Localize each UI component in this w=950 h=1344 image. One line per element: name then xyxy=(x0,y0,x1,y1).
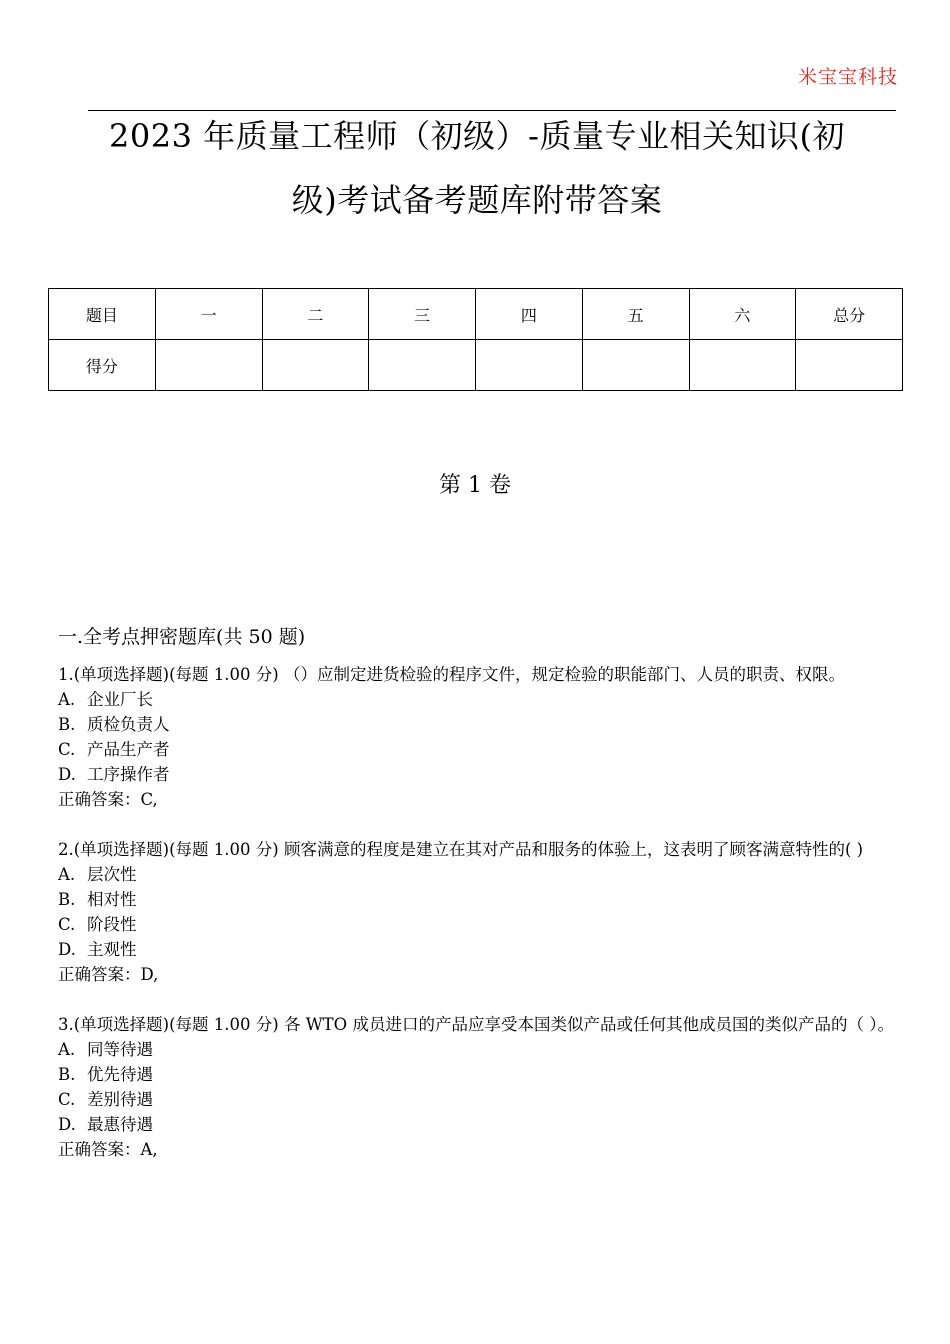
option-text: 产品生产者 xyxy=(87,740,170,759)
document-title xyxy=(52,104,902,232)
option-key: D. xyxy=(58,940,76,959)
correct-answer: 正确答案：C, xyxy=(58,790,158,809)
score-cell xyxy=(155,340,262,391)
option-text: 阶段性 xyxy=(87,915,137,934)
option-key: D. xyxy=(58,1115,76,1134)
question-item xyxy=(58,1012,898,1162)
question-stem: 3.(单项选择题)(每题 1.00 分) 各 WTO 成员进口的产品应享受本国类似产品或任何其他成员国的类似产品的（ ）。 xyxy=(58,1015,894,1034)
option-key: B. xyxy=(58,715,76,734)
score-cell xyxy=(796,340,903,391)
option-text: 差别待遇 xyxy=(87,1090,153,1109)
option-text: 主观性 xyxy=(87,940,137,959)
correct-answer: 正确答案：D, xyxy=(58,965,159,984)
question-stem: 1.(单项选择题)(每题 1.00 分) （）应制定进货检验的程序文件，规定检验的职能部门、人员的职责、权限。 xyxy=(58,665,845,684)
option-key: A. xyxy=(58,690,76,709)
option-key: A. xyxy=(58,865,76,884)
title-line-1: 2023 年质量工程师（初级）-质量专业相关知识(初 xyxy=(109,117,845,155)
option-text: 工序操作者 xyxy=(87,765,170,784)
option-key: D. xyxy=(58,765,76,784)
option-key: B. xyxy=(58,1065,76,1084)
score-cell xyxy=(582,340,689,391)
question-item xyxy=(58,662,898,812)
option-key: C. xyxy=(58,1090,76,1109)
option-text: 层次性 xyxy=(87,865,137,884)
option-a xyxy=(58,1037,898,1062)
score-header-cell: 四 xyxy=(476,289,583,340)
option-key: C. xyxy=(58,740,76,759)
option-d xyxy=(58,762,898,787)
score-header-cell: 一 xyxy=(155,289,262,340)
question-stem: 2.(单项选择题)(每题 1.00 分) 顾客满意的程度是建立在其对产品和服务的体验上，这表明了顾客满意特性的( ) xyxy=(58,840,864,859)
score-table xyxy=(48,288,903,391)
option-key: C. xyxy=(58,915,76,934)
option-b xyxy=(58,1062,898,1087)
option-d xyxy=(58,1112,898,1137)
score-row-label: 得分 xyxy=(49,340,156,391)
option-d xyxy=(58,937,898,962)
score-cell xyxy=(369,340,476,391)
question-list xyxy=(58,662,898,1187)
option-text: 企业厂长 xyxy=(87,690,153,709)
option-text: 优先待遇 xyxy=(87,1065,153,1084)
score-cell xyxy=(262,340,369,391)
option-b xyxy=(58,887,898,912)
title-line-2: 级)考试备考题库附带答案 xyxy=(291,181,663,219)
option-c xyxy=(58,737,898,762)
score-header-cell: 五 xyxy=(582,289,689,340)
score-header-cell: 题目 xyxy=(49,289,156,340)
option-text: 最惠待遇 xyxy=(87,1115,153,1134)
option-b xyxy=(58,712,898,737)
option-a xyxy=(58,687,898,712)
correct-answer: 正确答案：A, xyxy=(58,1140,158,1159)
option-text: 质检负责人 xyxy=(87,715,170,734)
score-table-header-row xyxy=(49,289,903,340)
option-text: 同等待遇 xyxy=(87,1040,153,1059)
score-cell xyxy=(689,340,796,391)
score-table-score-row xyxy=(49,340,903,391)
option-key: A. xyxy=(58,1040,76,1059)
question-item xyxy=(58,837,898,987)
score-header-cell: 三 xyxy=(369,289,476,340)
score-header-cell: 二 xyxy=(262,289,369,340)
option-key: B. xyxy=(58,890,76,909)
option-c xyxy=(58,1087,898,1112)
option-c xyxy=(58,912,898,937)
option-text: 相对性 xyxy=(87,890,137,909)
score-cell xyxy=(476,340,583,391)
option-a xyxy=(58,862,898,887)
brand-label: 米宝宝科技 xyxy=(797,66,898,88)
score-header-cell: 六 xyxy=(689,289,796,340)
score-header-cell: 总分 xyxy=(796,289,903,340)
volume-heading: 第 1 卷 xyxy=(439,473,511,498)
section-heading: 一.全考点押密题库(共 50 题) xyxy=(58,626,306,648)
